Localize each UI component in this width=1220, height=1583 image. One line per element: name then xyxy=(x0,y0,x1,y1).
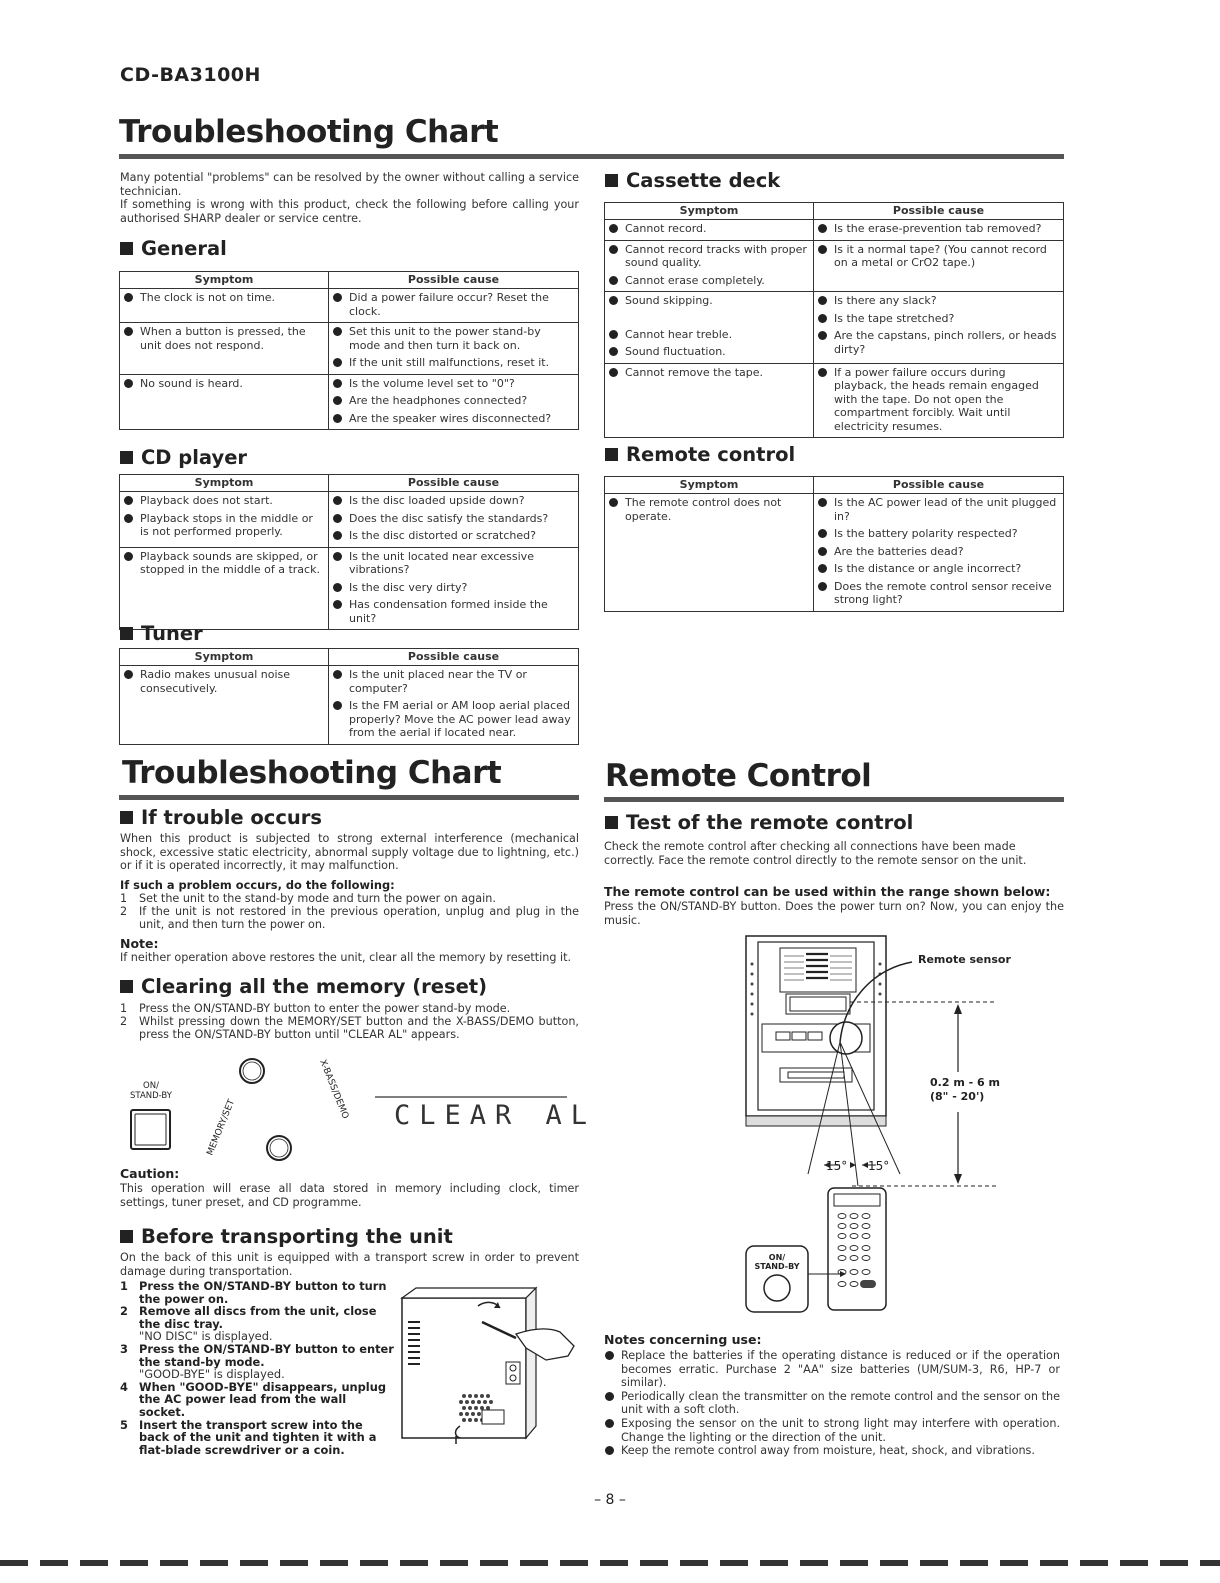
memory-set-button-graphic xyxy=(240,1059,264,1083)
list-item xyxy=(817,580,1060,607)
bullet-icon xyxy=(605,1351,614,1360)
list-item: 2 Remove all discs from the unit, close the disc tray. "NO DISC" is displayed. xyxy=(120,1304,377,1344)
symptom-cell xyxy=(605,240,814,292)
bullet-icon xyxy=(333,701,342,710)
table-header-row xyxy=(120,272,579,289)
list-item xyxy=(332,581,575,595)
section-heading-if-trouble xyxy=(120,806,322,829)
list-item-text: The remote control does not operate. xyxy=(625,496,782,523)
list-item: 5 Insert the transport screw into the back of the unit and tighten it with a flat-blade screwdriver or a coin. xyxy=(120,1417,377,1457)
list-item-text: Is the AC power lead of the unit plugged in? xyxy=(834,496,1057,523)
list-item xyxy=(817,243,1060,270)
list-item-text: Is the unit placed near the TV or computer? xyxy=(349,668,527,695)
list-item xyxy=(608,243,810,270)
table-row xyxy=(605,494,1064,612)
table-row xyxy=(120,666,579,745)
bullet-icon xyxy=(818,582,827,591)
label-remote-sensor: Remote sensor xyxy=(918,953,1011,966)
symptom-cell xyxy=(120,547,329,630)
list-item-text: Replace the batteries if the operating distance is reduced or if the operation becomes erratic. Purchase 2 "AA" size batteries (UM/SUM-3, R6, HP-7 or similar). xyxy=(621,1349,1060,1390)
note-text: If neither operation above restores the unit, clear all the memory by resetting it. xyxy=(120,951,572,964)
bullet-icon xyxy=(818,564,827,573)
bullet-icon xyxy=(818,245,827,254)
table-row xyxy=(605,220,1064,241)
list-item: 1 Press the ON/STAND-BY button to turn the power on. xyxy=(120,1279,387,1306)
cause-cell xyxy=(814,494,1064,612)
title-rule xyxy=(119,154,1064,159)
title-rule xyxy=(119,795,579,800)
list-item-text: Is the tape stretched? xyxy=(834,311,955,325)
section-heading-text: General xyxy=(141,237,227,260)
label-memory-set: MEMORY/SET xyxy=(205,1098,238,1158)
cause-cell xyxy=(329,492,579,548)
list-item xyxy=(332,377,575,391)
cause-cell xyxy=(329,547,579,630)
list-item-text: Is the battery polarity respected? xyxy=(834,527,1018,540)
list-item: 1 Press the ON/STAND-BY button to enter the power stand-by mode. xyxy=(120,1002,511,1015)
list-item-text: Is the volume level set to "0"? xyxy=(349,376,515,390)
list-item-text: Cannot record tracks with proper sound quality. xyxy=(625,242,807,269)
list-item xyxy=(123,668,325,695)
callout-label-on: ON/ xyxy=(768,1253,786,1262)
cause-cell xyxy=(329,323,579,375)
list-item-text: Cannot erase completely. xyxy=(625,273,765,287)
list-item-text: Are the headphones connected? xyxy=(349,394,528,407)
x-bass-demo-button-graphic xyxy=(267,1136,291,1160)
heading-square-icon xyxy=(120,811,133,824)
list-item xyxy=(608,366,810,380)
bullet-icon xyxy=(333,552,342,561)
range-text: Press the ON/STAND-BY button. Does the power turn on? Now, you can enjoy the music. xyxy=(604,900,1064,927)
symptom-cell xyxy=(120,492,329,548)
section-heading-text: Tuner xyxy=(141,622,203,645)
list-item-text: Is it a normal tape? (You cannot record on a metal or CrO2 tape.) xyxy=(834,242,1047,269)
list-item xyxy=(123,512,325,539)
bullet-icon xyxy=(605,1392,614,1401)
bullet-icon xyxy=(124,379,133,388)
list-item xyxy=(332,412,575,426)
cassette-deck-table xyxy=(604,202,1064,438)
page-title: Troubleshooting Chart xyxy=(119,114,499,150)
bullet-icon xyxy=(333,327,342,336)
section-heading-general xyxy=(120,237,227,260)
bullet-icon xyxy=(818,529,827,538)
list-item-text: The clock is not on time. xyxy=(140,291,276,304)
list-item xyxy=(817,294,1060,308)
list-item-text: Are the batteries dead? xyxy=(834,544,964,558)
symptom-cell xyxy=(605,292,814,364)
list-item-text: Playback does not start. xyxy=(140,494,273,507)
table-row xyxy=(120,547,579,630)
spacer xyxy=(608,312,810,328)
list-item-text: Radio makes unusual noise consecutively. xyxy=(140,668,291,695)
list-item xyxy=(123,291,325,305)
column-header-cause: Possible cause xyxy=(329,475,579,492)
list-item xyxy=(332,356,575,370)
list-item xyxy=(604,1349,1060,1390)
symptom-cell xyxy=(605,220,814,241)
bullet-icon xyxy=(333,358,342,367)
section-title-troubleshooting: Troubleshooting Chart xyxy=(122,755,502,791)
table-header-row xyxy=(605,203,1064,220)
test-text: Check the remote control after checking all connections have been made correctly. Face the remote control directly to the remote sensor on the unit. xyxy=(604,840,1027,867)
list-item-text: Does the remote control sensor receive strong light? xyxy=(834,579,1052,606)
remote-range-illustration xyxy=(740,934,1040,1320)
heading-square-icon xyxy=(605,816,618,829)
remote-control-table xyxy=(604,476,1064,612)
symptom-cell xyxy=(605,363,814,438)
tuner-table xyxy=(119,648,579,745)
column-header-symptom: Symptom xyxy=(120,475,329,492)
table-row xyxy=(605,292,1064,364)
list-item: 2 If the unit is not restored in the previous operation, unplug and plug in the unit, and then turn the power on. xyxy=(120,905,579,931)
table-header-row xyxy=(120,649,579,666)
list-item xyxy=(817,545,1060,559)
list-item-text: Cannot remove the tape. xyxy=(625,365,764,379)
list-item-text: When a button is pressed, the unit does not respond. xyxy=(140,325,306,352)
bullet-icon xyxy=(333,514,342,523)
caution-label: Caution: xyxy=(120,1166,180,1181)
cause-cell xyxy=(814,240,1064,292)
list-item-text: Playback stops in the middle or is not performed properly. xyxy=(140,511,313,538)
list-item-text: Sound skipping. xyxy=(625,294,713,307)
table-header-row xyxy=(605,477,1064,494)
list-item-text: Is the disc loaded upside down? xyxy=(349,494,525,507)
cause-cell xyxy=(814,292,1064,364)
list-item xyxy=(123,494,325,508)
symptom-cell xyxy=(605,494,814,612)
section-heading-test-remote xyxy=(605,811,913,834)
heading-square-icon xyxy=(120,451,133,464)
section-heading-text: Remote control xyxy=(626,443,796,466)
list-item xyxy=(332,325,575,352)
bullet-icon xyxy=(818,296,827,305)
list-item-text: Exposing the sensor on the unit to strong light may interfere with operation. Change the lighting or the direction of the unit. xyxy=(621,1416,1060,1444)
table-row xyxy=(605,363,1064,438)
list-item: 3 Press the ON/STAND-BY button to enter the stand-by mode. "GOOD-BYE" is displayed. xyxy=(120,1341,394,1382)
callout-label-stand-by: STAND-BY xyxy=(754,1262,800,1271)
symptom-cell xyxy=(120,323,329,375)
bullet-icon xyxy=(333,414,342,423)
heading-square-icon xyxy=(605,174,618,187)
cause-cell xyxy=(814,220,1064,241)
list-item-text: Is the erase-prevention tab removed? xyxy=(834,222,1042,235)
section-heading-tuner xyxy=(120,622,203,645)
bullet-icon xyxy=(609,245,618,254)
list-item-text: Cannot hear treble. xyxy=(625,327,733,341)
general-table xyxy=(119,271,579,430)
range-heading: The remote control can be used within the range shown below: xyxy=(604,884,1051,899)
on-stand-by-button-graphic xyxy=(764,1275,790,1301)
list-item-text: Is the FM aerial or AM loop aerial placed properly? Move the AC power lead away from the aerial if located near. xyxy=(349,699,571,739)
reset-steps xyxy=(120,1002,579,1041)
bullet-icon xyxy=(609,368,618,377)
list-item-text: If the unit still malfunctions, reset it. xyxy=(349,356,550,369)
bullet-icon xyxy=(124,514,133,523)
table-row xyxy=(120,289,579,323)
label-stand-by: STAND-BY xyxy=(130,1091,172,1101)
section-heading-text: If trouble occurs xyxy=(141,806,323,829)
bullet-icon xyxy=(333,600,342,609)
bullet-icon xyxy=(818,498,827,507)
list-item xyxy=(332,529,575,543)
unit-back-illustration xyxy=(396,1286,578,1448)
label-distance-imperial: (8" - 20') xyxy=(930,1090,985,1103)
intro-paragraph: Many potential "problems" can be resolved by the owner without calling a service technician. xyxy=(120,171,579,198)
cause-cell xyxy=(329,666,579,745)
column-header-cause: Possible cause xyxy=(814,477,1064,494)
list-item xyxy=(604,1417,1060,1444)
list-item-text: Does the disc satisfy the standards? xyxy=(349,511,549,525)
label-angle-left: 15° xyxy=(826,1159,848,1173)
bullet-icon xyxy=(333,496,342,505)
label-on: ON/ xyxy=(143,1081,159,1091)
on-stand-by-button-graphic xyxy=(131,1110,170,1149)
bullet-icon xyxy=(609,296,618,305)
list-item-text: Periodically clean the transmitter on the remote control and the sensor on the unit with a soft cloth. xyxy=(621,1389,1060,1417)
bullet-icon xyxy=(124,552,133,561)
section-heading-remote-control xyxy=(605,443,795,466)
label-x-bass-demo: X-BASS/DEMO xyxy=(317,1058,351,1121)
list-item xyxy=(817,496,1060,523)
heading-square-icon xyxy=(120,242,133,255)
list-item-text: Has condensation formed inside the unit? xyxy=(349,598,548,625)
list-item xyxy=(608,345,810,359)
list-item-text: Are the capstans, pinch rollers, or heads dirty? xyxy=(834,329,1057,356)
caution-text: This operation will erase all data stored in memory including clock, timer settings, tuner preset, and CD programme. xyxy=(120,1182,579,1209)
display-clear-al: CLEAR AL xyxy=(394,1100,597,1131)
section-title-remote-control: Remote Control xyxy=(605,758,872,794)
section-heading-cd-player xyxy=(120,446,247,469)
list-item-text: Playback sounds are skipped, or stopped in the middle of a track. xyxy=(140,549,320,576)
list-item xyxy=(332,291,575,318)
list-item xyxy=(332,394,575,408)
list-item-text: Keep the remote control away from moisture, heat, shock, and vibrations. xyxy=(621,1444,1035,1458)
intro-paragraph: If something is wrong with this product, check the following before calling your authorised SHARP dealer or service centre. xyxy=(120,198,579,225)
bullet-icon xyxy=(609,276,618,285)
list-item xyxy=(123,550,325,577)
note-label: Note: xyxy=(120,936,159,951)
list-item xyxy=(123,377,325,391)
bullet-icon xyxy=(818,368,827,377)
list-item-text: Is the disc distorted or scratched? xyxy=(349,529,536,542)
heading-square-icon xyxy=(120,1230,133,1243)
list-item xyxy=(332,668,575,695)
list-item xyxy=(332,598,575,625)
list-item xyxy=(817,329,1060,356)
list-item-text: Cannot record. xyxy=(625,222,707,235)
list-item xyxy=(608,274,810,288)
column-header-cause: Possible cause xyxy=(814,203,1064,220)
bullet-icon xyxy=(818,547,827,556)
section-heading-cassette-deck xyxy=(605,169,780,192)
list-item xyxy=(608,328,810,342)
list-item xyxy=(332,512,575,526)
bullet-icon xyxy=(333,379,342,388)
section-heading-text: Before transporting the unit xyxy=(141,1225,453,1248)
table-row xyxy=(120,323,579,375)
list-item: 1 Set the unit to the stand-by mode and turn the power on again. xyxy=(120,892,496,905)
model-number: CD-BA3100H xyxy=(120,64,261,86)
notes-list xyxy=(604,1349,1060,1458)
list-item xyxy=(817,527,1060,541)
list-item xyxy=(123,325,325,352)
list-item-text: Set this unit to the power stand-by mode and then turn it back on. xyxy=(349,325,541,352)
heading-square-icon xyxy=(120,980,133,993)
bullet-icon xyxy=(333,293,342,302)
list-item-text: Did a power failure occur? Reset the clock. xyxy=(349,291,549,318)
cause-cell xyxy=(329,374,579,430)
symptom-cell xyxy=(120,289,329,323)
table-header-row xyxy=(120,475,579,492)
transport-text: On the back of this unit is equipped with a transport screw in order to prevent damage during transportation. xyxy=(120,1251,579,1278)
section-heading-reset xyxy=(120,975,487,998)
heading-square-icon xyxy=(605,448,618,461)
volume-knob xyxy=(830,1022,862,1054)
cd-player-table xyxy=(119,474,579,630)
bullet-icon xyxy=(609,330,618,339)
section-heading-text: Clearing all the memory (reset) xyxy=(141,975,488,998)
table-row xyxy=(120,374,579,430)
notes-heading: Notes concerning use: xyxy=(604,1332,762,1347)
cause-cell xyxy=(814,363,1064,438)
list-item xyxy=(332,550,575,577)
bullet-icon xyxy=(818,331,827,340)
symptom-cell xyxy=(120,666,329,745)
bullet-icon xyxy=(818,224,827,233)
cause-cell xyxy=(329,289,579,323)
bullet-icon xyxy=(124,670,133,679)
list-item xyxy=(332,494,575,508)
bullet-icon xyxy=(333,670,342,679)
bullet-icon xyxy=(124,327,133,336)
section-heading-text: CD player xyxy=(141,446,248,469)
bullet-icon xyxy=(605,1419,614,1428)
bottom-crop-strip xyxy=(0,1560,1220,1566)
section-heading-text: Cassette deck xyxy=(626,169,781,192)
list-item xyxy=(817,312,1060,326)
symptom-cell xyxy=(120,374,329,430)
list-item-text: Are the speaker wires disconnected? xyxy=(349,411,552,425)
list-item-text: If a power failure occurs during playback, the heads remain engaged with the tape. Do not open the compartment forcibly. Wait until electricity resumes. xyxy=(834,365,1039,433)
list-item-text: Is the distance or angle incorrect? xyxy=(834,562,1022,575)
bullet-icon xyxy=(818,314,827,323)
list-item xyxy=(817,222,1060,236)
column-header-cause: Possible cause xyxy=(329,272,579,289)
column-header-symptom: Symptom xyxy=(120,272,329,289)
list-item xyxy=(608,294,810,308)
list-item-text: Is there any slack? xyxy=(834,294,937,307)
title-rule xyxy=(604,797,1064,802)
transport-steps xyxy=(120,1280,396,1456)
label-distance: 0.2 m - 6 m xyxy=(930,1076,1000,1089)
list-item-text: Sound fluctuation. xyxy=(625,345,726,358)
list-item xyxy=(817,562,1060,576)
list-item-text: Is the unit located near excessive vibrations? xyxy=(349,549,534,576)
bullet-icon xyxy=(333,531,342,540)
list-item-text: No sound is heard. xyxy=(140,376,243,390)
column-header-symptom: Symptom xyxy=(605,203,814,220)
label-angle-right: 15° xyxy=(868,1159,890,1173)
trouble-steps xyxy=(120,892,579,931)
list-item xyxy=(817,366,1060,434)
list-item xyxy=(608,496,810,523)
bullet-icon xyxy=(333,396,342,405)
list-item xyxy=(332,699,575,740)
trouble-text: When this product is subjected to strong external interference (mechanical shock, excessive static electricity, abnormal supply voltage due to lightning, etc.) or if it is operated incorrectly, it may malfunction. xyxy=(120,832,579,873)
heading-square-icon xyxy=(120,627,133,640)
table-row xyxy=(605,240,1064,292)
list-item-text: Is the disc very dirty? xyxy=(349,580,468,594)
bullet-icon xyxy=(333,583,342,592)
list-item xyxy=(608,222,810,236)
bullet-icon xyxy=(609,347,618,356)
list-item xyxy=(604,1390,1060,1417)
list-item xyxy=(604,1444,1060,1458)
trouble-subhead: If such a problem occurs, do the following: xyxy=(120,878,395,892)
bullet-icon xyxy=(124,496,133,505)
list-item: 2 Whilst pressing down the MEMORY/SET button and the X-BASS/DEMO button, press the ON/STAND-BY button until "CLEAR AL" appears. xyxy=(120,1015,579,1041)
intro-text xyxy=(120,171,579,225)
bullet-icon xyxy=(609,224,618,233)
list-item: 4 When "GOOD-BYE" disappears, unplug the AC power lead from the wall socket. xyxy=(120,1379,386,1419)
column-header-symptom: Symptom xyxy=(120,649,329,666)
bullet-icon xyxy=(605,1446,614,1455)
bullet-icon xyxy=(124,293,133,302)
table-row xyxy=(120,492,579,548)
section-heading-transport xyxy=(120,1225,453,1248)
page-number: – 8 – xyxy=(594,1492,626,1508)
column-header-cause: Possible cause xyxy=(329,649,579,666)
bullet-icon xyxy=(609,498,618,507)
column-header-symptom: Symptom xyxy=(605,477,814,494)
section-heading-text: Test of the remote control xyxy=(626,811,914,834)
